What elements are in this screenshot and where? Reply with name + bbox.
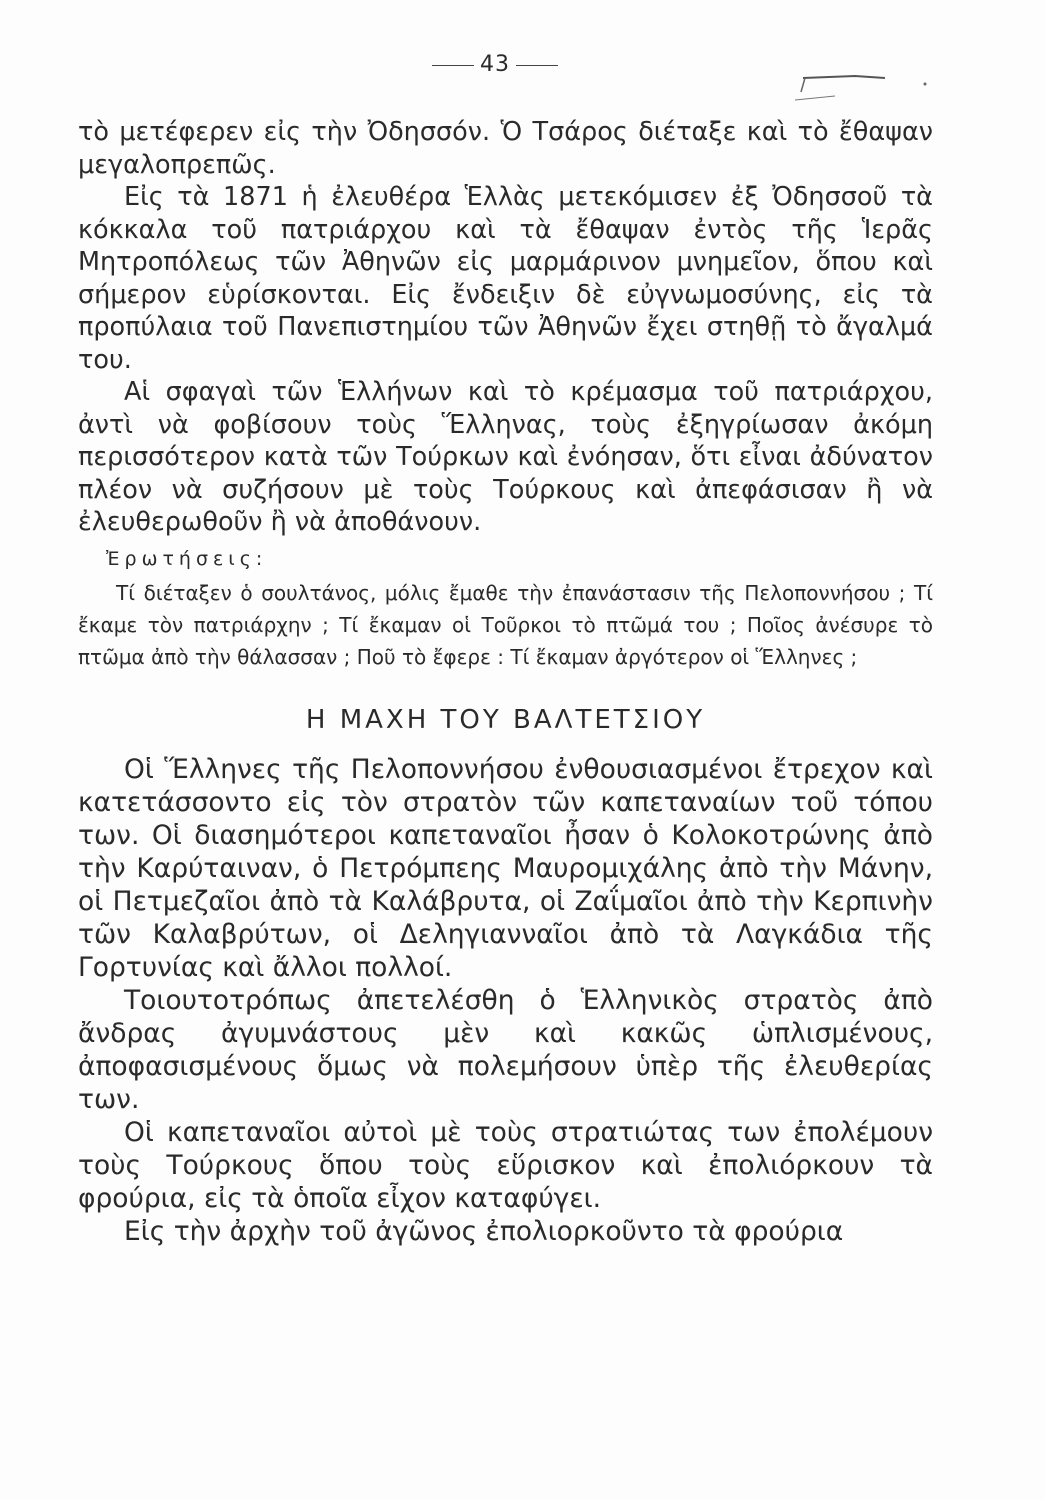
questions-text: Τί διέταξεν ὁ σουλτάνος, μόλις ἔμαθε τὴν ἐπανάστασιν τῆς Πελοποννήσου ; Τί ἔκαμε τὸν πατριάρχην ; Τί ἔκαμαν οἱ Τοῦρκοι τὸ πτῶμά του ; Ποῖος ἀνέσυρε τὸ πτῶμα ἀπὸ τὴν θάλασσαν ; Ποῦ τὸ ἔφερε : Τί ἔκαμαν ἀργότερον οἱ Ἕλληνες ; xyxy=(78,580,933,669)
paragraph-fortresses: Εἰς τὴν ἀρχὴν τοῦ ἀγῶνος ἐπολιορκοῦντο τὰ φρούρια xyxy=(124,1215,844,1247)
paragraph-massacres: Αἱ σφαγαὶ τῶν Ἑλλήνων καὶ τὸ κρέμασμα τοῦ πατριάρχου, ἀντὶ νὰ φοβίσουν τοὺς Ἕλληνας, τοὺς ἐξηγρίωσαν ἀκόμη περισσότερον κατὰ τῶν Τούρκων καὶ ἐνόησαν, ὅτι εἶναι ἀδύνατον πλέον νὰ συζήσουν μὲ τοὺς Τούρκους καὶ ἀπεφάσισαν ἢ νὰ ἐλευθερωθοῦν ἢ νὰ ἀποθάνουν. xyxy=(78,377,933,537)
paragraph-captains: Οἱ Ἕλληνες τῆς Πελοποννήσου ἐνθουσιασμένοι ἔτρεχον καὶ κατετάσσοντο εἰς τὸν στρατὸν τῶν καπεταναίων τοῦ τόπου των. Οἱ διασημότεροι καπεταναῖοι ἦσαν ὁ Κολοκοτρώνης ἀπὸ τὴν Καρύταιναν, ὁ Πετρόμπεης Μαυρομιχάλης ἀπὸ τὴν Μάνην, οἱ Πετμεζαῖοι ἀπὸ τὰ Καλάβρυτα, οἱ Ζαΐμαῖοι ἀπὸ τὴν Κερπινὴν τῶν Καλαβρύτων, οἱ Δεληγιανναῖοι ἀπὸ τὰ Λαγκάδια τῆς Γορτυνίας καὶ ἄλλοι πολλοί. xyxy=(78,753,933,983)
paragraph-continued: τὸ μετέφερεν εἰς τὴν Ὀδησσόν. Ὁ Τσάρος διέταξε καὶ τὸ ἔθαψαν μεγαλοπρεπῶς. xyxy=(78,117,933,180)
left-dash xyxy=(432,65,474,66)
main-text xyxy=(78,116,933,1248)
corner-ink-mark xyxy=(795,70,935,110)
questions-heading: Ἐρωτήσεις: xyxy=(106,547,268,570)
paragraph-army: Τοιουτοτρόπως ἀπετελέσθη ὁ Ἑλληνικὸς στρατὸς ἀπὸ ἄνδρας ἀγυμνάστους μὲν καὶ κακῶς ὡπλισμένους, ἀποφασισμένους ὅμως νὰ πολεμήσουν ὑπὲρ τῆς ἐλευθερίας των. xyxy=(78,984,933,1115)
page-number: 43 xyxy=(480,52,510,77)
paragraph-1871: Εἰς τὰ 1871 ἡ ἐλευθέρα Ἑλλὰς μετεκόμισεν ἐξ Ὀδησσοῦ τὰ κόκκαλα τοῦ πατριάρχου καὶ τὰ ἔθαψαν ἐντὸς τῆς Ἱερᾶς Μητροπόλεως τῶν Ἀθηνῶν εἰς μαρμάρινον μνημεῖον, ὅπου καὶ σήμερον εὑρίσκονται. Εἰς ἔνδειξιν δὲ εὐγνωμοσύνης, εἰς τὰ προπύλαια τοῦ Πανεπιστημίου τῶν Ἀθηνῶν ἔχει στηθῇ τὸ ἄγαλμά του. xyxy=(78,182,933,375)
section-title: Η ΜΑΧΗ ΤΟΥ ΒΑΛΤΕΤΣΙΟΥ xyxy=(305,704,706,735)
paragraph-sieges: Οἱ καπεταναῖοι αὐτοὶ μὲ τοὺς στρατιώτας των ἐπολέμουν τοὺς Τούρκους ὅπου τοὺς εὕρισκον καὶ ἐπολιόρκουν τὰ φρούρια, εἰς τὰ ὁποῖα εἶχον καταφύγει. xyxy=(78,1116,933,1214)
right-dash xyxy=(516,65,558,66)
